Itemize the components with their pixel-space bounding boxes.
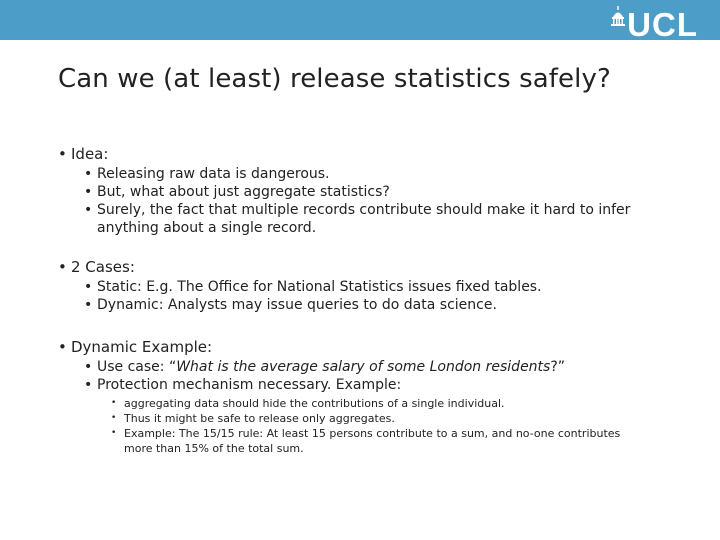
list-item: • aggregating data should hide the contributions of a single individual. bbox=[111, 396, 708, 411]
slide-body bbox=[58, 145, 708, 456]
list-item: • Dynamic: Analysts may issue queries to do data science. bbox=[84, 296, 708, 314]
list-item: • Releasing raw data is dangerous. bbox=[84, 165, 708, 183]
use-case-question: What is the average salary of some London residents bbox=[176, 359, 551, 375]
use-case-suffix: ?” bbox=[550, 359, 566, 375]
ucl-logo bbox=[611, 6, 698, 43]
bullet-cases: • 2 Cases: bbox=[58, 258, 708, 277]
logo-text: UCL bbox=[627, 6, 698, 43]
bullet-idea: • Idea: bbox=[58, 145, 708, 164]
slide-title: Can we (at least) release statistics safely? bbox=[58, 64, 611, 94]
use-case-item bbox=[84, 358, 708, 376]
list-item: • Protection mechanism necessary. Example: bbox=[84, 376, 708, 394]
list-item: • Static: E.g. The Office for National Statistics issues fixed tables. bbox=[84, 278, 708, 296]
portico-dome-icon bbox=[611, 6, 625, 26]
list-item: • Example: The 15/15 rule: At least 15 persons contribute to a sum, and no-one contributes more than 15% of the total sum. bbox=[111, 426, 644, 456]
cases-subpoints bbox=[58, 278, 708, 314]
header-bar bbox=[0, 0, 720, 43]
list-item: • Surely, the fact that multiple records contribute should make it hard to infer anything about a single record. bbox=[84, 201, 637, 237]
bullet-dynamic-example: • Dynamic Example: bbox=[58, 338, 708, 357]
list-item: • But, what about just aggregate statistics? bbox=[84, 183, 708, 201]
protection-subpoints bbox=[84, 396, 708, 456]
list-item: • Thus it might be safe to release only aggregates. bbox=[111, 411, 708, 426]
idea-subpoints bbox=[58, 165, 708, 237]
dynamic-subpoints bbox=[58, 358, 708, 456]
use-case-prefix: Use case: “ bbox=[97, 359, 177, 375]
